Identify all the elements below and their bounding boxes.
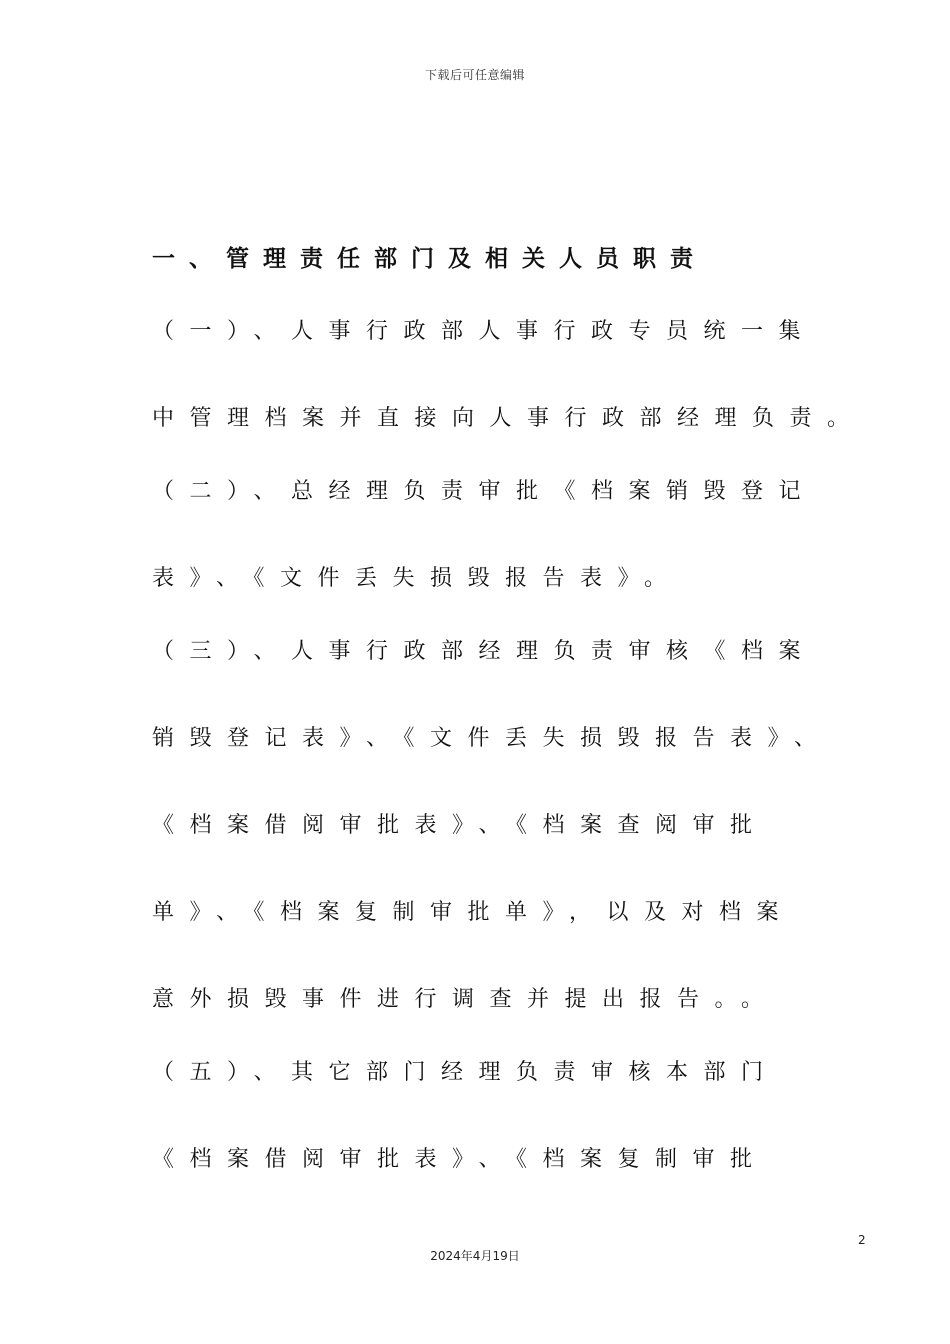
footer-date: 2024年4月19日 [430, 1249, 520, 1263]
paragraph-line-4: 表》、《文件丢失损毁报告表》。 [152, 566, 682, 591]
paragraph-line-8: 单》、《档案复制审批单》，以及对档案 [152, 900, 795, 925]
paragraph-line-1: （一）、人事行政部人事行政专员统一集 [152, 319, 817, 344]
header-note: 下载后可任意编辑 [424, 68, 525, 82]
paragraph-line-7: 《档案借阅审批表》、《档案查阅审批 [152, 813, 768, 838]
paragraph-line-3: （二）、总经理负责审批《档案销毁登记 [152, 479, 817, 504]
page-number: 2 [858, 1233, 866, 1247]
paragraph-line-11: 《档案借阅审批表》、《档案复制审批 [152, 1147, 768, 1172]
paragraph-line-10: （五）、其它部门经理负责审核本部门 [152, 1060, 779, 1085]
paragraph-line-5: （三）、人事行政部经理负责审核《档案 [152, 639, 817, 664]
paragraph-line-9: 意外损毁事件进行调查并提出报告。。 [152, 987, 779, 1012]
section-heading: 一、管理责任部门及相关人员职责 [152, 246, 707, 272]
paragraph-line-6: 销毁登记表》、《文件丢失损毁报告表》、 [152, 726, 832, 751]
paragraph-line-2: 中管理档案并直接向人事行政部经理负责。 [152, 406, 865, 431]
